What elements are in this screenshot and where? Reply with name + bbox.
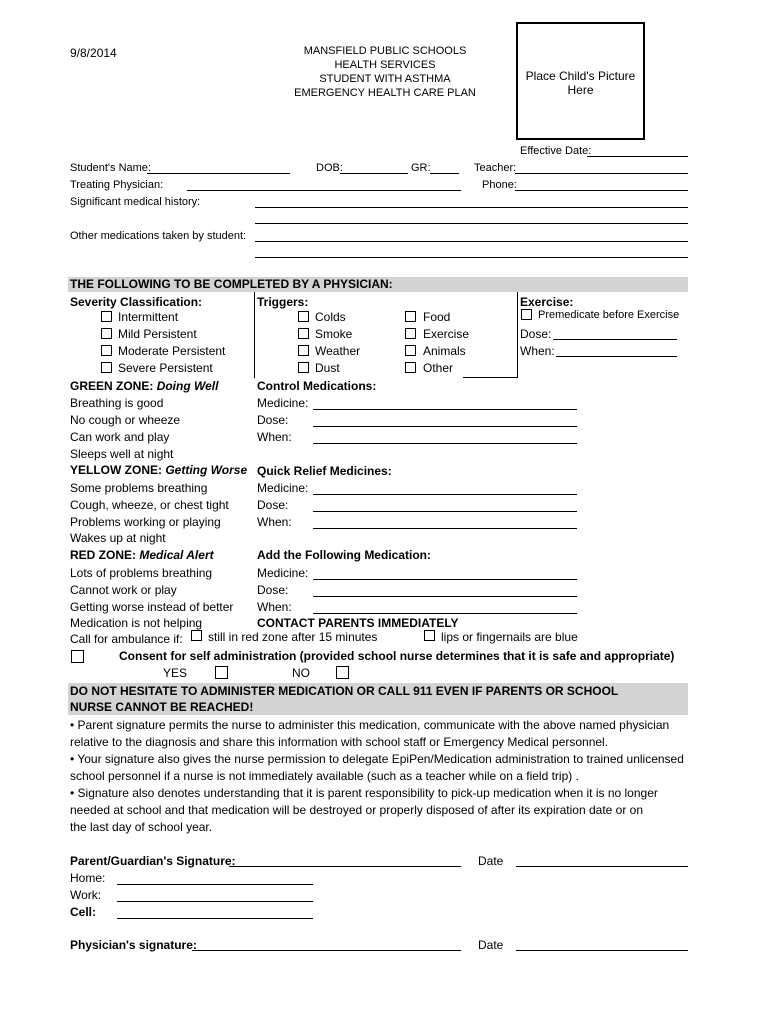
add-medication-title: Add the Following Medication: [257, 548, 431, 562]
consent-yes-label: YES [163, 666, 188, 680]
ambulance-option-1: still in red zone after 15 minutes [208, 630, 378, 644]
effective-date-field[interactable] [587, 156, 688, 157]
trigger-exercise-checkbox[interactable] [405, 328, 416, 339]
triggers-title: Triggers: [257, 295, 309, 309]
triggers-other-field[interactable] [463, 377, 517, 378]
notice-line-1: DO NOT HESITATE TO ADMINISTER MEDICATION OR CALL 911 EVEN IF PARENTS OR SCHOOL [70, 684, 619, 698]
yellow-zone-item: Cough, wheeze, or chest tight [70, 498, 229, 512]
quick-when-field[interactable] [313, 528, 577, 529]
parent-date-field[interactable] [516, 866, 688, 867]
notice-paragraph-line: school personnel if a nurse is not immediately available (such as a teacher while on a field trip) . [70, 769, 579, 783]
control-dose-field[interactable] [313, 426, 577, 427]
cell-phone-label: Cell: [70, 905, 97, 919]
exercise-dose-label: Dose: [520, 327, 552, 341]
ambulance-red-zone-checkbox[interactable] [191, 630, 202, 641]
notice-paragraph-line: • Your signature also gives the nurse permission to delegate EpiPen/Medication administration to trained unlicensed [70, 752, 684, 766]
quick-dose-field[interactable] [313, 511, 577, 512]
child-photo-box[interactable] [516, 22, 645, 140]
red-zone-title: RED ZONE: Medical Alert [70, 548, 214, 562]
dob-field[interactable] [340, 173, 408, 174]
ambulance-blue-lips-checkbox[interactable] [424, 630, 435, 641]
medical-history-field-1[interactable] [255, 207, 688, 208]
teacher-label: Teacher: [474, 162, 517, 174]
trigger-smoke-checkbox[interactable] [298, 328, 309, 339]
exercise-title: Exercise: [520, 295, 574, 309]
quick-medicine-label: Medicine: [257, 481, 309, 495]
notice-paragraph-line: relative to the diagnosis and share this information with school staff or Emergency Medical personnel. [70, 735, 609, 749]
red-zone-item: Cannot work or play [70, 583, 177, 597]
photo-text-2: Here [567, 83, 594, 97]
cell-phone-field[interactable] [117, 918, 313, 919]
title-line-2: HEALTH SERVICES [334, 59, 436, 71]
red-zone-subtitle: Medical Alert [139, 548, 214, 562]
trigger-label: Animals [423, 344, 466, 358]
teacher-field[interactable] [515, 173, 688, 174]
consent-no-checkbox[interactable] [336, 666, 349, 679]
form-date: 9/8/2014 [70, 46, 117, 60]
trigger-dust-checkbox[interactable] [298, 362, 309, 373]
red-zone-item: Medication is not helping [70, 616, 203, 630]
other-meds-field-2[interactable] [255, 257, 688, 258]
phone-label: Phone: [482, 179, 517, 191]
quick-relief-title: Quick Relief Medicines: [257, 464, 392, 478]
trigger-label: Other [423, 361, 454, 375]
consent-yes-checkbox[interactable] [215, 666, 228, 679]
notice-paragraph-line: • Parent signature permits the nurse to administer this medication, communicate with the above named physician [70, 718, 670, 732]
other-meds-field-1[interactable] [255, 241, 688, 242]
trigger-food-checkbox[interactable] [405, 311, 416, 322]
severity-option-label: Intermittent [118, 310, 179, 324]
trigger-label: Weather [315, 344, 361, 358]
green-zone-item: Sleeps well at night [70, 447, 174, 461]
medical-history-field-2[interactable] [255, 223, 688, 224]
severity-option-label: Mild Persistent [118, 327, 197, 341]
green-zone-title: GREEN ZONE: Doing Well [70, 379, 219, 393]
effective-date-label: Effective Date: [520, 145, 592, 157]
notice-line-2: NURSE CANNOT BE REACHED! [70, 700, 254, 714]
quick-when-label: When: [257, 515, 292, 529]
trigger-label: Smoke [315, 327, 353, 341]
triggers-divider [517, 292, 518, 378]
trigger-colds-checkbox[interactable] [298, 311, 309, 322]
control-when-label: When: [257, 430, 292, 444]
other-meds-label: Other medications taken by student: [70, 230, 247, 242]
exercise-dose-field[interactable] [553, 339, 677, 340]
severity-moderate-checkbox[interactable] [101, 345, 112, 356]
quick-dose-label: Dose: [257, 498, 289, 512]
grade-field[interactable] [430, 173, 459, 174]
premedicate-checkbox[interactable] [521, 309, 532, 320]
severity-divider [254, 292, 255, 378]
trigger-label: Food [423, 310, 451, 324]
red-zone-name: RED ZONE [70, 548, 133, 562]
severity-option-label: Moderate Persistent [118, 344, 226, 358]
exercise-when-field[interactable] [556, 356, 677, 357]
severity-mild-checkbox[interactable] [101, 328, 112, 339]
green-zone-item: Breathing is good [70, 396, 164, 410]
ambulance-label: Call for ambulance if: [70, 632, 183, 646]
home-phone-field[interactable] [117, 884, 313, 885]
control-dose-label: Dose: [257, 413, 289, 427]
red-zone-item: Lots of problems breathing [70, 566, 213, 580]
red-zone-item: Getting worse instead of better [70, 600, 234, 614]
form-title [280, 44, 490, 100]
title-line-4: EMERGENCY HEALTH CARE PLAN [294, 87, 476, 99]
add-when-label: When: [257, 600, 292, 614]
notice-paragraph-line: • Signature also denotes understanding that it is parent responsibility to pick-up medication when it is no longer [70, 786, 658, 800]
physician-signature-field[interactable] [192, 950, 461, 951]
work-phone-field[interactable] [117, 901, 313, 902]
yellow-zone-subtitle: Getting Worse [165, 463, 248, 477]
treating-physician-label: Treating Physician: [70, 179, 164, 191]
severity-severe-checkbox[interactable] [101, 362, 112, 373]
green-zone-subtitle: Doing Well [156, 379, 219, 393]
consent-text: Consent for self administration (provided school nurse determines that it is safe and appropriate) [119, 649, 675, 663]
physician-date-label: Date [478, 938, 504, 952]
student-name-label: Student's Name: [70, 162, 151, 174]
add-medicine-field[interactable] [313, 579, 577, 580]
yellow-zone-title: YELLOW ZONE: Getting Worse [70, 463, 248, 477]
add-dose-label: Dose: [257, 583, 289, 597]
trigger-other-checkbox[interactable] [405, 362, 416, 373]
control-medicine-field[interactable] [313, 409, 577, 410]
physician-signature-label: Physician's signature: [70, 938, 197, 952]
control-medications-title: Control Medications: [257, 379, 377, 393]
quick-medicine-field[interactable] [313, 494, 577, 495]
contact-parents-text: CONTACT PARENTS IMMEDIATELY [257, 616, 459, 630]
parent-signature-label: Parent/Guardian's Signature: [70, 854, 236, 868]
severity-title: Severity Classification: [70, 295, 203, 309]
photo-text-1: Place Child's Picture [525, 69, 636, 83]
exercise-when-label: When: [520, 344, 555, 358]
trigger-label: Colds [315, 310, 346, 324]
parent-date-label: Date [478, 854, 504, 868]
consent-no-label: NO [292, 666, 310, 680]
medical-history-label: Significant medical history: [70, 196, 201, 208]
severity-option-label: Severe Persistent [118, 361, 213, 375]
physician-heading: THE FOLLOWING TO BE COMPLETED BY A PHYSICIAN: [70, 277, 393, 291]
yellow-zone-item: Wakes up at night [70, 531, 166, 545]
physician-date-field[interactable] [516, 950, 688, 951]
phone-field[interactable] [515, 190, 688, 191]
notice-paragraph-line: the last day of school year. [70, 820, 213, 834]
severity-intermittent-checkbox[interactable] [101, 311, 112, 322]
notice-paragraph-line: needed at school and that medication will be destroyed or properly disposed of after its expiration date or on [70, 803, 644, 817]
green-zone-item: No cough or wheeze [70, 413, 181, 427]
grade-label: GR: [411, 162, 431, 174]
dob-label: DOB: [316, 162, 343, 174]
add-when-field[interactable] [313, 613, 577, 614]
consent-checkbox[interactable] [71, 650, 84, 663]
add-medicine-label: Medicine: [257, 566, 309, 580]
yellow-zone-name: YELLOW ZONE [70, 463, 158, 477]
work-phone-label: Work: [70, 888, 102, 902]
yellow-zone-item: Problems working or playing [70, 515, 221, 529]
home-phone-label: Home: [70, 871, 106, 885]
trigger-animals-checkbox[interactable] [405, 345, 416, 356]
title-line-3: STUDENT WITH ASTHMA [319, 73, 451, 85]
ambulance-option-2: lips or fingernails are blue [441, 630, 578, 644]
physician-heading-band [68, 277, 688, 292]
parent-signature-field[interactable] [229, 866, 461, 867]
title-line-1: MANSFIELD PUBLIC SCHOOLS [303, 45, 467, 57]
add-dose-field[interactable] [313, 596, 577, 597]
green-zone-name: GREEN ZONE [70, 379, 150, 393]
trigger-label: Dust [315, 361, 340, 375]
trigger-weather-checkbox[interactable] [298, 345, 309, 356]
yellow-zone-item: Some problems breathing [70, 481, 208, 495]
trigger-label: Exercise [423, 327, 470, 341]
control-medicine-label: Medicine: [257, 396, 309, 410]
notice-band [68, 683, 688, 715]
student-name-field[interactable] [147, 173, 290, 174]
premedicate-label: Premedicate before Exercise [538, 309, 680, 321]
control-when-field[interactable] [313, 443, 577, 444]
treating-physician-field[interactable] [187, 190, 461, 191]
green-zone-item: Can work and play [70, 430, 170, 444]
